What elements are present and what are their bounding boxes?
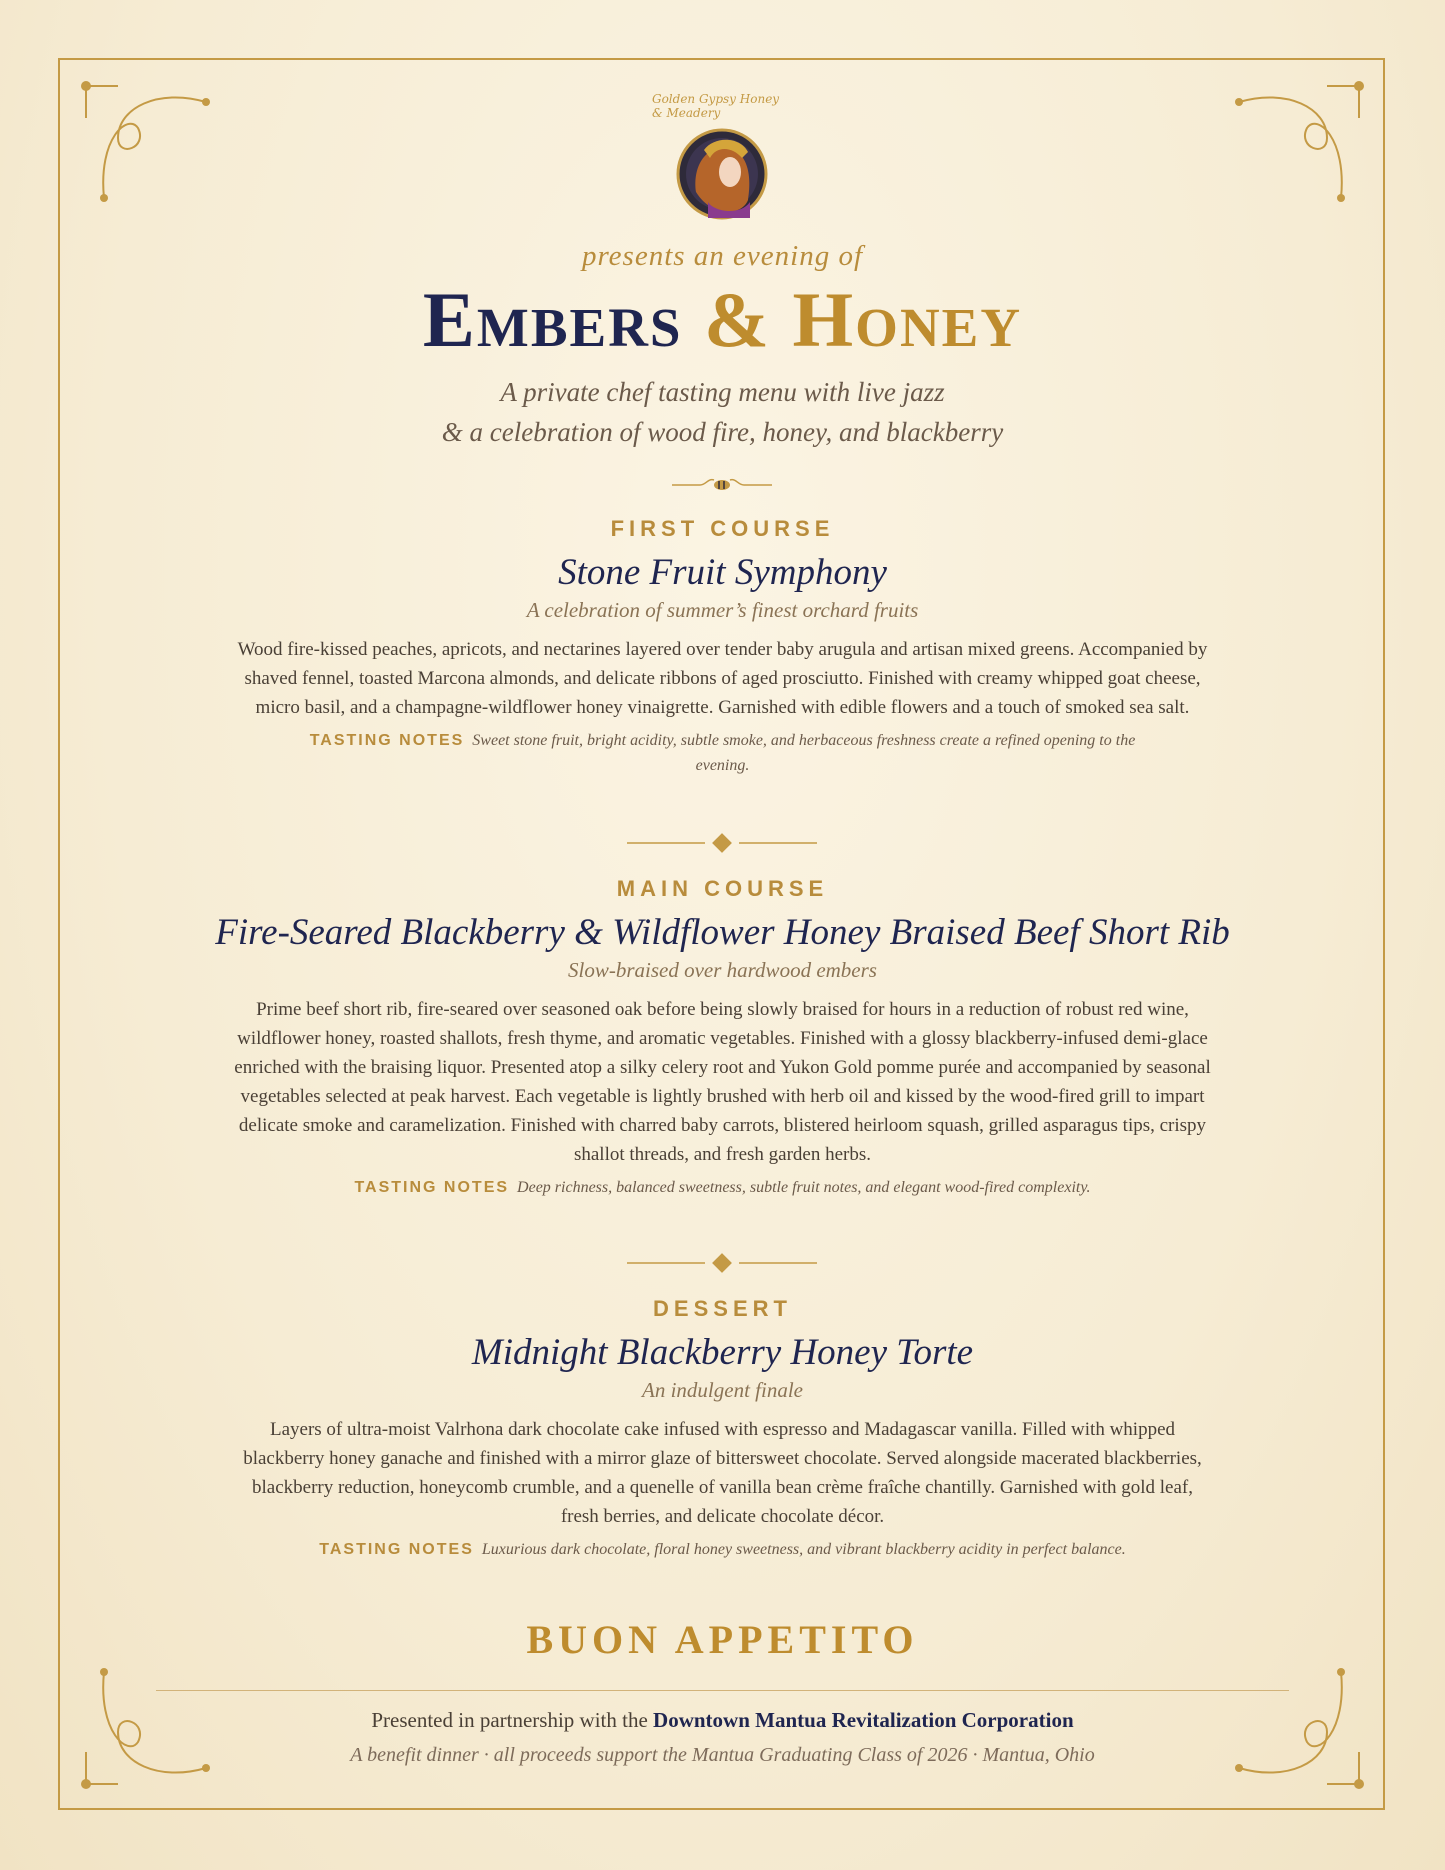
tasting-notes-text: Sweet stone fruit, bright acidity, subtle smoke, and herbaceous freshness create a refined opening to the evening.	[472, 732, 1136, 774]
dish-description: Layers of ultra-moist Valrhona dark chocolate cake infused with espresso and Madagascar vanilla. Filled with whipped blackberry honey ganache and finished with a mirror glaze of bittersweet chocolate. Served alongside macerated blackberries, blackberry reduction, honeycomb crumble, and a quenelle of vanilla bean crème fraîche chantilly. Garnished with gold leaf, fresh berries, and delicate chocolate décor.	[243, 1419, 1202, 1527]
dish-subtitle: A celebration of summer’s finest orchard fruits	[526, 598, 919, 622]
tasting-notes-label: TASTING NOTES	[309, 732, 465, 749]
tasting-notes-text: Luxurious dark chocolate, floral honey sweetness, and vibrant blackberry acidity in perfect balance.	[481, 1541, 1126, 1558]
partner-line	[0, 1708, 1445, 1733]
course-label: DESSERT	[653, 1296, 792, 1321]
dish-subtitle: An indulgent finale	[642, 1378, 803, 1402]
dish-description: Prime beef short rib, fire-seared over seasoned oak before being slowly braised for hours in a reduction of robust red wine, wildflower honey, roasted shallots, fresh thyme, and aromatic vegetables. Finished with a glossy blackberry-infused demi-glace enriched with the braising liquor. Presented atop a silky celery root and Yukon Gold pomme purée and accompanied by seasonal vegetables selected at peak harvest. Each vegetable is lightly brushed with herb oil and kissed by the wood-fired grill to impart delicate smoke and caramelization. Finished with charred baby carrots, blistered heirloom squash, grilled asparagus tips, crispy shallot threads, and fresh garden herbs.	[234, 999, 1211, 1165]
dish-description: Wood fire-kissed peaches, apricots, and nectarines layered over tender baby arugula and artisan mixed greens. Accompanied by shaved fennel, toasted Marcona almonds, and delicate ribbons of aged prosciutto. Finished with creamy whipped goat cheese, micro basil, and a champagne-wildflower honey vinaigrette. Garnished with edible flowers and a touch of smoked sea salt.	[237, 639, 1208, 718]
title-word-honey: Honey	[792, 276, 1023, 363]
closing-greeting: BUON APPETITO	[526, 1617, 919, 1662]
subtitle-line-2: & a celebration of wood fire, honey, and blackberry	[441, 417, 1004, 447]
footer-divider	[156, 1690, 1289, 1691]
benefit-line: A benefit dinner · all proceeds support the Mantua Graduating Class of 2026 · Mantua, Ohio	[350, 1744, 1095, 1766]
partner-organization: Downtown Mantua Revitalization Corporation	[653, 1708, 1074, 1732]
diamond-divider-icon	[627, 1253, 817, 1273]
corner-ornament-top-left	[78, 78, 218, 218]
event-subtitle	[0, 372, 1445, 452]
corner-ornament-top-right	[1227, 78, 1367, 218]
presents-line: presents an evening of	[581, 240, 864, 272]
tasting-notes-text: Deep richness, balanced sweetness, subtle fruit notes, and elegant wood-fired complexity.	[517, 1179, 1091, 1196]
partner-prefix: Presented in partnership with the	[371, 1708, 648, 1732]
title-ampersand: &	[704, 276, 772, 363]
dessert-section	[0, 1296, 1445, 1562]
bee-ornament-icon	[672, 470, 772, 500]
dish-title: Midnight Blackberry Honey Torte	[471, 1332, 974, 1373]
main-course-section	[0, 876, 1445, 1200]
tasting-notes-label: TASTING NOTES	[319, 1541, 474, 1558]
tasting-notes	[283, 728, 1163, 778]
dish-subtitle: Slow-braised over hardwood embers	[568, 958, 877, 982]
title-word-embers: Embers	[422, 276, 683, 363]
diamond-divider-icon	[627, 833, 817, 853]
tasting-notes-label: TASTING NOTES	[354, 1179, 510, 1196]
first-course-section	[0, 516, 1445, 778]
dish-title: Fire-Seared Blackberry & Wildflower Honey Braised Beef Short Rib	[215, 912, 1230, 953]
logo-script-text: Golden Gypsy Honey & Meadery	[652, 92, 780, 120]
dish-title: Stone Fruit Symphony	[558, 552, 887, 593]
meadery-logo	[652, 92, 792, 232]
course-label: MAIN COURSE	[616, 876, 829, 901]
event-title	[0, 272, 1445, 368]
course-label: FIRST COURSE	[610, 516, 835, 541]
subtitle-line-1: A private chef tasting menu with live jazz	[500, 377, 945, 407]
tasting-notes	[283, 1175, 1163, 1200]
tasting-notes	[283, 1537, 1163, 1562]
